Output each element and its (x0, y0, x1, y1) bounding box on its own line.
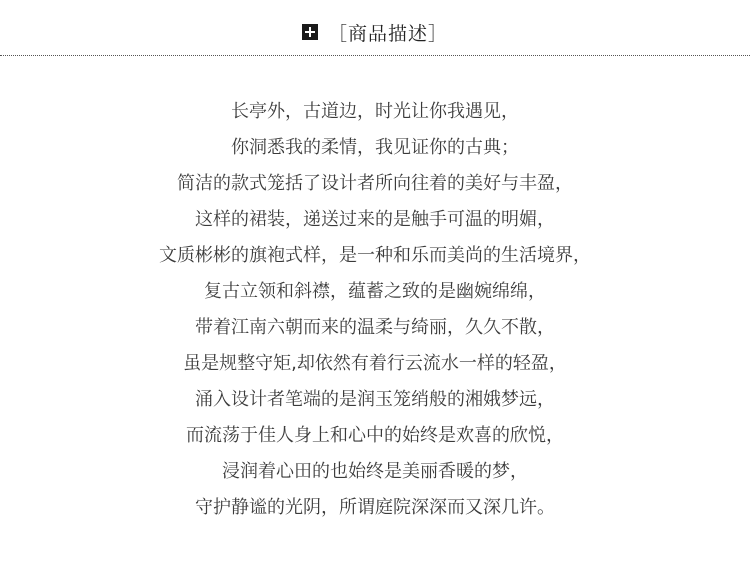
description-line: 长亭外，古道边，时光让你我遇见， (231, 101, 519, 122)
description-line: 你洞悉我的柔情，我见证你的古典； (231, 137, 519, 158)
section-header (0, 18, 750, 46)
description-line: 守护静谧的光阴，所谓庭院深深而又深几许。 (195, 497, 555, 518)
description-line: 文质彬彬的旗袍式样，是一种和乐而美尚的生活境界， (159, 245, 591, 266)
description-line: 浸润着心田的也始终是美丽香暖的梦， (222, 461, 528, 482)
dotted-divider (0, 55, 750, 56)
description-line: 简洁的款式笼括了设计者所向往着的美好与丰盈， (177, 173, 573, 194)
plus-icon (302, 24, 318, 40)
description-line: 这样的裙装，递送过来的是触手可温的明媚， (195, 209, 555, 230)
section-title: ［商品描述］ (327, 22, 448, 45)
product-description (0, 94, 750, 526)
description-line: 涌入设计者笔端的是润玉笼绡般的湘娥梦远， (195, 389, 555, 410)
description-line: 复古立领和斜襟，蕴蓄之致的是幽婉绵绵， (204, 281, 546, 302)
description-line: 带着江南六朝而来的温柔与绮丽，久久不散， (195, 317, 555, 338)
description-line: 而流荡于佳人身上和心中的始终是欢喜的欣悦， (186, 425, 564, 446)
description-line: 虽是规整守矩,却依然有着行云流水一样的轻盈， (183, 353, 567, 374)
